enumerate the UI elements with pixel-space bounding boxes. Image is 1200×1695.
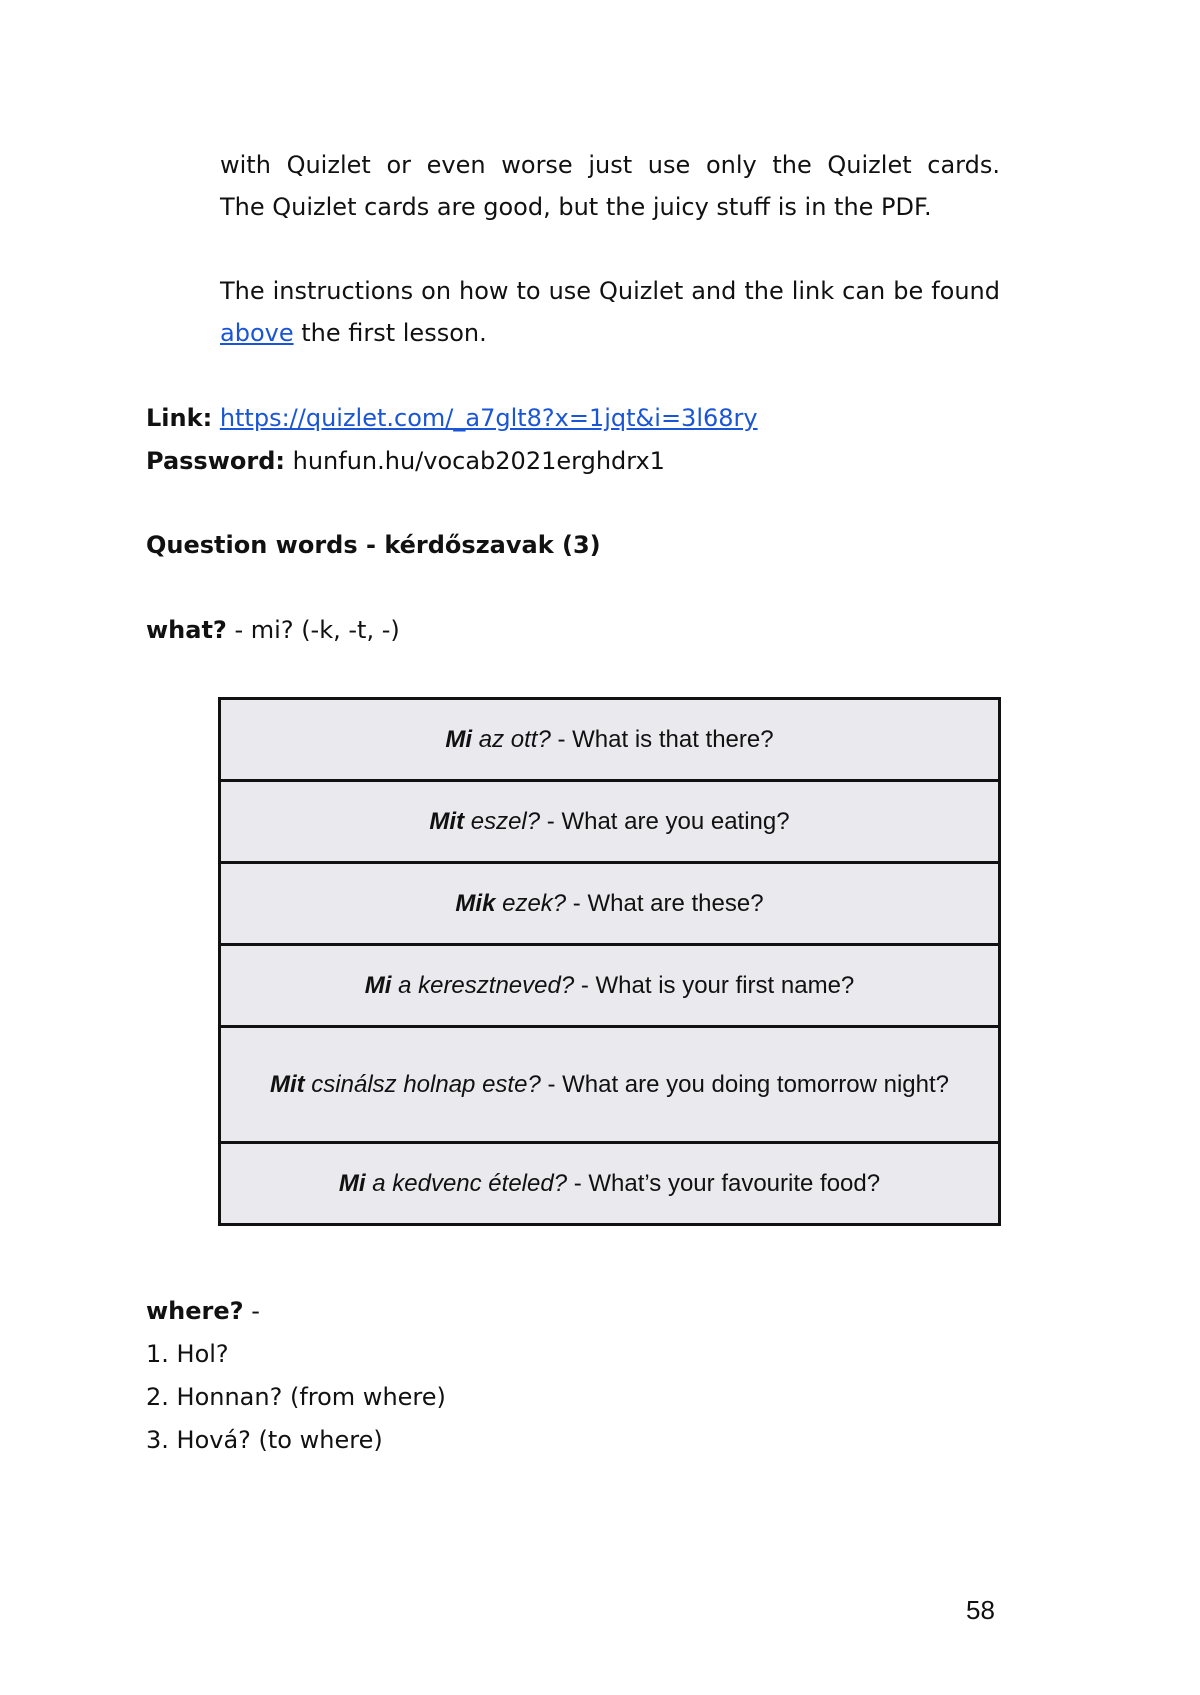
- cell-hungarian: a keresztneved?: [391, 971, 575, 999]
- above-link[interactable]: above: [220, 319, 294, 347]
- table-cell: [220, 1027, 1000, 1143]
- what-heading: [146, 609, 400, 651]
- table-row: [220, 699, 1000, 781]
- section-title: Question words - kérdőszavak (3): [146, 531, 601, 559]
- cell-hungarian: a kedvenc ételed?: [365, 1169, 568, 1197]
- cell-english: - What’s your favourite food?: [567, 1169, 881, 1197]
- cell-bold-word: Mi: [364, 971, 392, 999]
- list-item: 1. Hol?: [146, 1340, 229, 1368]
- link-label: Link:: [146, 404, 213, 432]
- what-label: what?: [146, 616, 227, 644]
- cell-english: - What are you doing tomorrow night?: [540, 1070, 949, 1098]
- cell-english: - What are you eating?: [540, 807, 790, 835]
- what-rest: - mi? (-k, -t, -): [226, 616, 400, 644]
- table-cell: [220, 781, 1000, 863]
- intro-line-1: with Quizlet or even worse just use only the Quizlet cards.: [220, 151, 1000, 179]
- quizlet-link-line: [146, 397, 758, 439]
- cell-english: - What is that there?: [550, 725, 774, 753]
- cell-english: - What are these?: [566, 889, 764, 917]
- password-label: Password:: [146, 447, 285, 475]
- cell-bold-word: Mit: [269, 1070, 305, 1098]
- list-item: 2. Honnan? (from where): [146, 1383, 446, 1411]
- intro-paragraph-1: [220, 144, 1000, 228]
- password-value: hunfun.hu/vocab2021erghdrx1: [292, 447, 665, 475]
- table-row: [220, 945, 1000, 1027]
- cell-hungarian: ezek?: [495, 889, 567, 917]
- intro-paragraph-2: [220, 270, 1000, 354]
- table-row: [220, 863, 1000, 945]
- quizlet-url-link[interactable]: https://quizlet.com/_a7glt8?x=1jqt&i=3l68ry: [219, 404, 758, 432]
- intro-p2-text-after: the first lesson.: [293, 319, 487, 347]
- where-heading: [146, 1290, 260, 1332]
- table-row: [220, 1027, 1000, 1143]
- question-examples-table: [218, 697, 1001, 1226]
- page-number: 58: [966, 1595, 995, 1625]
- table-cell: [220, 863, 1000, 945]
- table-row: [220, 1143, 1000, 1225]
- list-item: 3. Hová? (to where): [146, 1426, 383, 1454]
- cell-bold-word: Mi: [338, 1169, 366, 1197]
- cell-english: - What is your first name?: [574, 971, 855, 999]
- cell-hungarian: eszel?: [464, 807, 541, 835]
- cell-bold-word: Mi: [445, 725, 473, 753]
- cell-bold-word: Mik: [455, 889, 496, 917]
- where-label: where?: [146, 1297, 244, 1325]
- where-rest: -: [243, 1297, 260, 1325]
- table-cell: [220, 699, 1000, 781]
- cell-bold-word: Mit: [429, 807, 465, 835]
- cell-hungarian: az ott?: [472, 725, 551, 753]
- table-row: [220, 781, 1000, 863]
- cell-hungarian: csinálsz holnap este?: [304, 1070, 541, 1098]
- table-cell: [220, 945, 1000, 1027]
- intro-p2-text-before: The instructions on how to use Quizlet and the link can be found: [220, 277, 1000, 305]
- table-cell: [220, 1143, 1000, 1225]
- password-line: [146, 440, 665, 482]
- intro-line-2: The Quizlet cards are good, but the juicy stuff is in the PDF.: [220, 193, 932, 221]
